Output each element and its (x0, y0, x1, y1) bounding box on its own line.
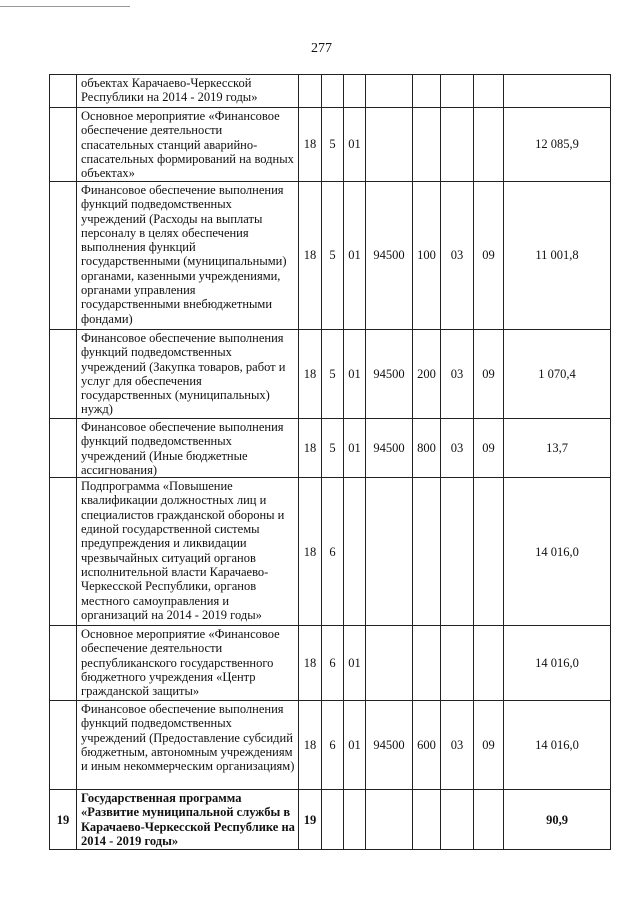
row-amount: 1 070,4 (504, 330, 611, 419)
row-name: объектах Карачаево-Черкесской Республики на 2014 - 2019 годы» (77, 75, 299, 108)
code-col-3: 01 (344, 330, 366, 419)
code-col-1: 18 (299, 182, 322, 330)
code-col-7 (474, 478, 504, 626)
code-col-6 (441, 478, 474, 626)
code-col-4: 94500 (366, 701, 413, 790)
row-amount: 14 016,0 (504, 478, 611, 626)
code-col-3: 01 (344, 108, 366, 182)
code-col-5: 100 (413, 182, 441, 330)
code-col-2: 5 (322, 419, 344, 478)
row-amount: 14 016,0 (504, 701, 611, 790)
row-number (50, 75, 77, 108)
budget-table (49, 74, 611, 850)
table-row (50, 626, 611, 701)
table-row (50, 419, 611, 478)
table-row (50, 790, 611, 850)
code-col-5: 800 (413, 419, 441, 478)
table-row (50, 330, 611, 419)
code-col-3: 01 (344, 182, 366, 330)
code-col-2: 5 (322, 108, 344, 182)
row-amount: 90,9 (504, 790, 611, 850)
code-col-7 (474, 626, 504, 701)
code-col-6: 03 (441, 330, 474, 419)
code-col-1: 18 (299, 419, 322, 478)
code-col-4 (366, 626, 413, 701)
scan-edge-line (0, 6, 130, 7)
code-col-7 (474, 75, 504, 108)
row-name: Финансовое обеспечение выполнения функций подведомственных учреждений (Расходы на выплаты персоналу в целях обеспечения выполнения функций государственными (муниципальными) органами, казенными учреждениями, органами управления государственными внебюджетными фондами) (77, 182, 299, 330)
code-col-1: 18 (299, 701, 322, 790)
row-name: Государственная программа «Развитие муниципальной службы в Карачаево-Черкесской Республике на 2014 - 2019 годы» (77, 790, 299, 850)
row-amount: 11 001,8 (504, 182, 611, 330)
code-col-5 (413, 108, 441, 182)
row-name: Подпрограмма «Повышение квалификации должностных лиц и специалистов гражданской обороны и единой государственной системы предупреждения и ликвидации чрезвычайных ситуаций органов исполнительной власти Карачаево-Черкесской Республики, органов местного самоуправления и организаций на 2014 - 2019 годы» (77, 478, 299, 626)
row-number (50, 419, 77, 478)
code-col-7: 09 (474, 182, 504, 330)
code-col-6 (441, 108, 474, 182)
row-amount (504, 75, 611, 108)
row-name: Финансовое обеспечение выполнения функций подведомственных учреждений (Предоставление субсидий бюджетным, автономным учреждениям и иным некоммерческим организациям) (77, 701, 299, 790)
code-col-2: 5 (322, 330, 344, 419)
code-col-5 (413, 790, 441, 850)
code-col-5 (413, 478, 441, 626)
table-row (50, 701, 611, 790)
table-row (50, 108, 611, 182)
code-col-4 (366, 478, 413, 626)
code-col-1: 18 (299, 108, 322, 182)
code-col-4 (366, 108, 413, 182)
code-col-4: 94500 (366, 330, 413, 419)
row-amount: 13,7 (504, 419, 611, 478)
code-col-5 (413, 75, 441, 108)
code-col-2: 6 (322, 701, 344, 790)
code-col-3: 01 (344, 626, 366, 701)
row-amount: 12 085,9 (504, 108, 611, 182)
code-col-6 (441, 790, 474, 850)
row-name: Основное мероприятие «Финансовое обеспечение деятельности спасательных станций аварийно-спасательных формирований на водных объектах» (77, 108, 299, 182)
code-col-4 (366, 790, 413, 850)
code-col-5: 600 (413, 701, 441, 790)
code-col-3 (344, 790, 366, 850)
code-col-2 (322, 75, 344, 108)
table-row (50, 75, 611, 108)
code-col-6 (441, 626, 474, 701)
code-col-3 (344, 75, 366, 108)
code-col-4: 94500 (366, 419, 413, 478)
code-col-6: 03 (441, 182, 474, 330)
code-col-5: 200 (413, 330, 441, 419)
code-col-7: 09 (474, 701, 504, 790)
code-col-2 (322, 790, 344, 850)
row-number (50, 108, 77, 182)
table-row (50, 182, 611, 330)
row-number (50, 701, 77, 790)
code-col-7: 09 (474, 330, 504, 419)
code-col-3: 01 (344, 419, 366, 478)
code-col-1: 19 (299, 790, 322, 850)
code-col-2: 6 (322, 626, 344, 701)
page-number: 277 (311, 41, 332, 56)
row-name: Финансовое обеспечение выполнения функций подведомственных учреждений (Закупка товаров, работ и услуг для обеспечения государственных (муниципальных) нужд) (77, 330, 299, 419)
code-col-7 (474, 790, 504, 850)
row-number (50, 182, 77, 330)
code-col-4: 94500 (366, 182, 413, 330)
code-col-2: 5 (322, 182, 344, 330)
row-number (50, 626, 77, 701)
code-col-1 (299, 75, 322, 108)
code-col-1: 18 (299, 626, 322, 701)
code-col-5 (413, 626, 441, 701)
code-col-3: 01 (344, 701, 366, 790)
code-col-6: 03 (441, 701, 474, 790)
code-col-6: 03 (441, 419, 474, 478)
code-col-3 (344, 478, 366, 626)
row-number (50, 330, 77, 419)
code-col-2: 6 (322, 478, 344, 626)
row-name: Основное мероприятие «Финансовое обеспечение деятельности республиканского государственного бюджетного учреждения «Центр гражданской защиты» (77, 626, 299, 701)
code-col-4 (366, 75, 413, 108)
table-row (50, 478, 611, 626)
code-col-7 (474, 108, 504, 182)
row-number (50, 478, 77, 626)
row-name: Финансовое обеспечение выполнения функций подведомственных учреждений (Иные бюджетные ассигнования) (77, 419, 299, 478)
code-col-6 (441, 75, 474, 108)
code-col-1: 18 (299, 330, 322, 419)
code-col-7: 09 (474, 419, 504, 478)
code-col-1: 18 (299, 478, 322, 626)
row-number: 19 (50, 790, 77, 850)
row-amount: 14 016,0 (504, 626, 611, 701)
